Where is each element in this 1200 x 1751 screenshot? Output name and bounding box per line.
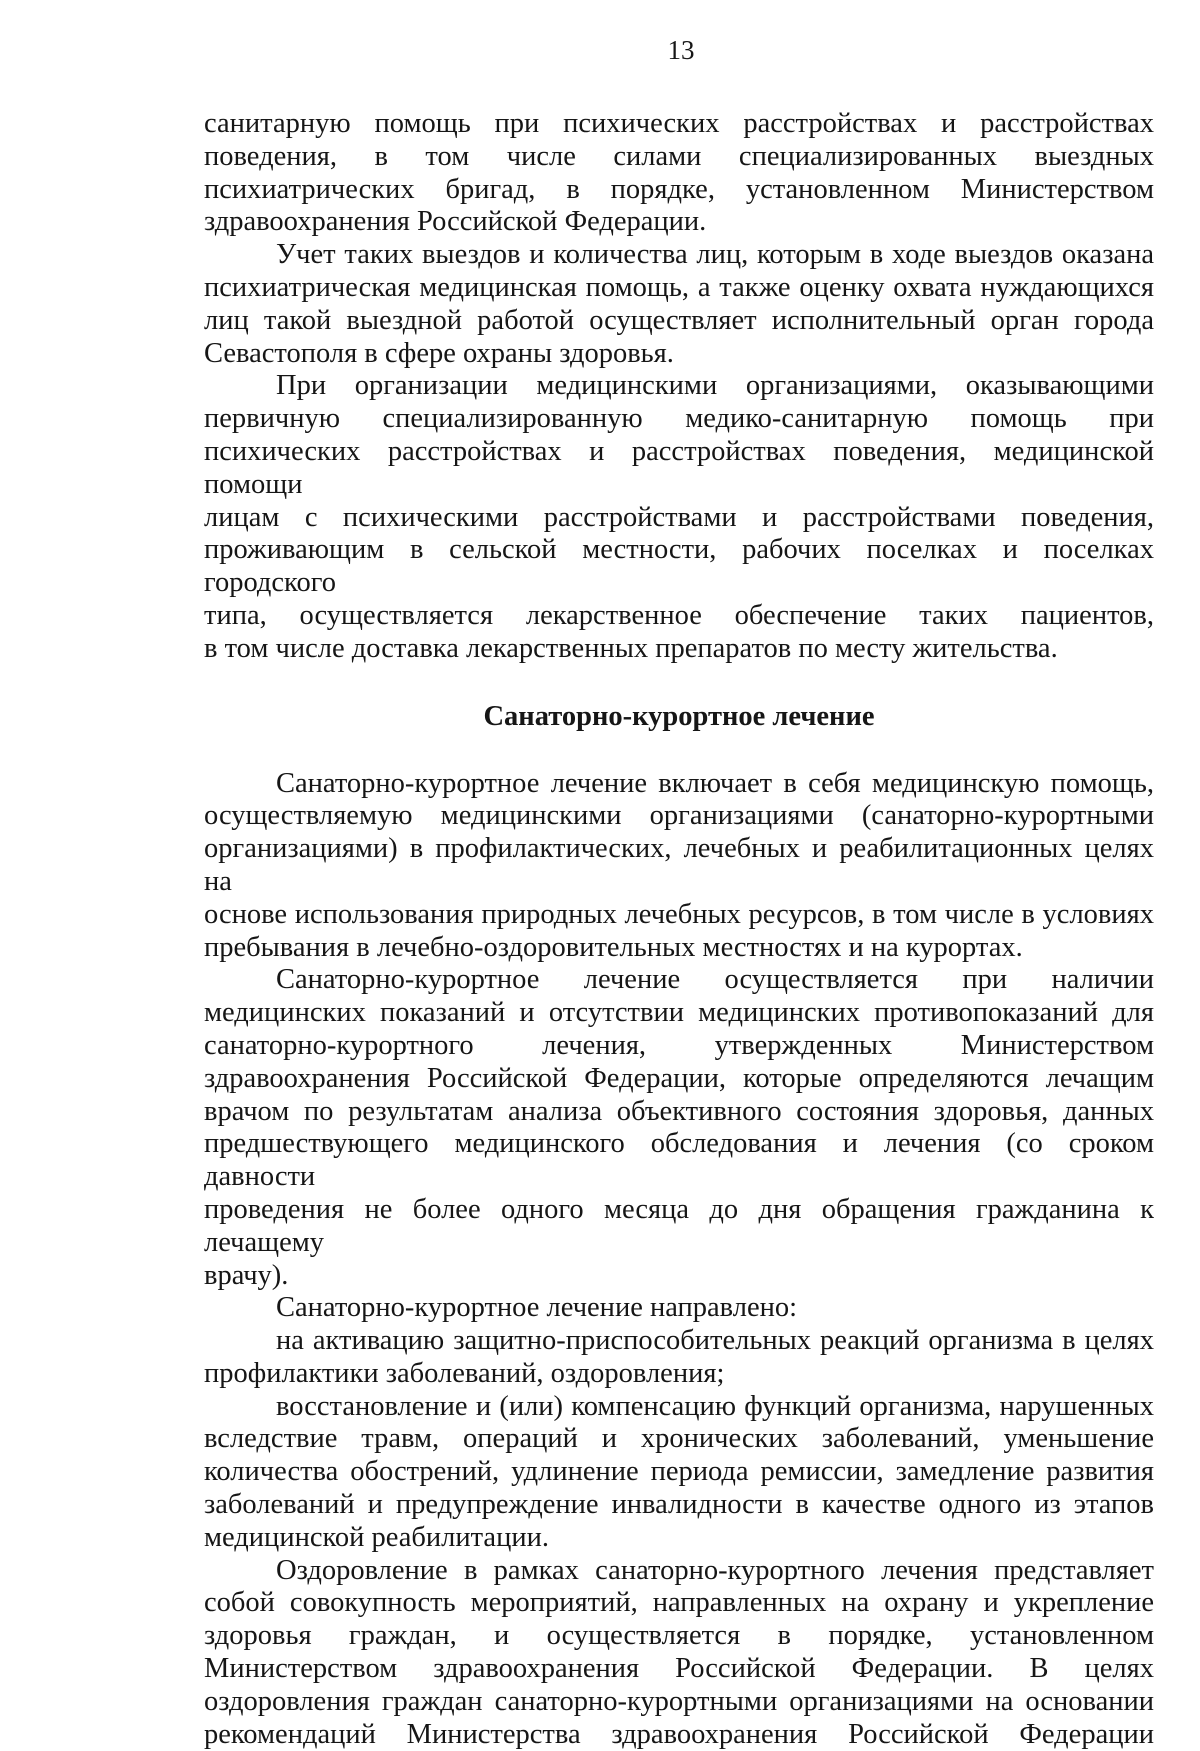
text-line: При организации медицинскими организациями, оказывающими (276, 370, 1154, 402)
text-line: Санаторно-курортное лечение включает в себя медицинскую помощь, (276, 767, 1154, 799)
text-line: Оздоровление в рамках санаторно-курортного лечения представляет (276, 1554, 1154, 1586)
text-line: санаторно-курортного лечения, утвержденных Министерством (204, 1029, 1154, 1061)
text-line: здравоохранения Российской Федерации. (204, 206, 707, 238)
text-line: лицам с психическими расстройствами и расстройствами поведения, (204, 501, 1154, 533)
text-line: рекомендаций Министерства здравоохранения Российской Федерации (204, 1718, 1154, 1750)
text-line: врачом по результатам анализа объективного состояния здоровья, данных (204, 1095, 1154, 1127)
text-line: проживающим в сельской местности, рабочих поселках и поселках городского (204, 534, 1154, 599)
text-line: предшествующего медицинского обследования и лечения (со сроком давности (204, 1128, 1154, 1193)
document-body (204, 108, 1154, 1751)
text-line: организациями) в профилактических, лечебных и реабилитационных целях на (204, 833, 1154, 897)
text-line: типа, осуществляется лекарственное обеспечение таких пациентов, (204, 599, 1154, 631)
text-line: оздоровления граждан санаторно-курортными организациями на основании (204, 1685, 1154, 1717)
text-line: осуществляемую медицинскими организациями (санаторно-курортными (204, 800, 1154, 832)
text-line: первичную специализированную медико-санитарную помощь при (204, 403, 1154, 435)
text-line: психиатрических бригад, в порядке, установленном Министерством (204, 173, 1154, 205)
text-line: санитарную помощь при психических расстройствах и расстройствах (204, 108, 1154, 139)
text-line: психических расстройствах и расстройствах поведения, медицинской помощи (204, 435, 1154, 500)
text-line: количества обострений, удлинение периода ремиссии, замедление развития (204, 1456, 1154, 1488)
text-line: заболеваний и предупреждение инвалидности в качестве одного из этапов (204, 1489, 1154, 1521)
text-line: вследствие травм, операций и хронических заболеваний, уменьшение (204, 1423, 1154, 1455)
text-line: Севастополя в сфере охраны здоровья. (204, 337, 674, 369)
text-line: Министерством здравоохранения Российской Федерации. В целях (204, 1653, 1154, 1685)
text-line: врачу). (204, 1259, 289, 1291)
text-line: восстановление и (или) компенсацию функций организма, нарушенных (276, 1390, 1154, 1422)
text-line: проведения не более одного месяца до дня обращения гражданина к лечащему (204, 1193, 1154, 1258)
text-line: основе использования природных лечебных ресурсов, в том числе в условиях (204, 898, 1154, 930)
text-line: Учет таких выездов и количества лиц, которым в ходе выездов оказана (276, 239, 1154, 271)
text-line: Санаторно-курортное лечение осуществляется при наличии (276, 964, 1154, 996)
page-number: 13 (667, 35, 695, 65)
text-line: собой совокупность мероприятий, направленных на охрану и укрепление (204, 1587, 1154, 1619)
text-line: пребывания в лечебно-оздоровительных местностях и на курортах. (204, 931, 1023, 963)
text-line: в том числе доставка лекарственных препаратов по месту жительства. (204, 632, 1058, 664)
paragraphs-before (204, 108, 1154, 666)
text-line: медицинских показаний и отсутствии медицинских противопоказаний для (204, 997, 1154, 1029)
text-line: на активацию защитно-приспособительных реакций организма в целях (276, 1325, 1154, 1357)
text-line: медицинской реабилитации. (204, 1521, 549, 1553)
text-line: Санаторно-курортное лечение направлено: (276, 1292, 798, 1324)
text-line: здравоохранения Российской Федерации, которые определяются лечащим (204, 1062, 1154, 1094)
text-line: психиатрическая медицинская помощь, а также оценку охвата нуждающихся (204, 271, 1154, 303)
section-heading: Санаторно-курортное лечение (483, 700, 875, 732)
text-line: здоровья граждан, и осуществляется в порядке, установленном (204, 1620, 1154, 1652)
text-line: профилактики заболеваний, оздоровления; (204, 1357, 725, 1389)
text-line: лиц такой выездной работой осуществляет исполнительный орган города (204, 304, 1154, 336)
text-line: поведения, в том числе силами специализированных выездных (204, 140, 1154, 172)
paragraphs-after (204, 768, 1154, 1751)
